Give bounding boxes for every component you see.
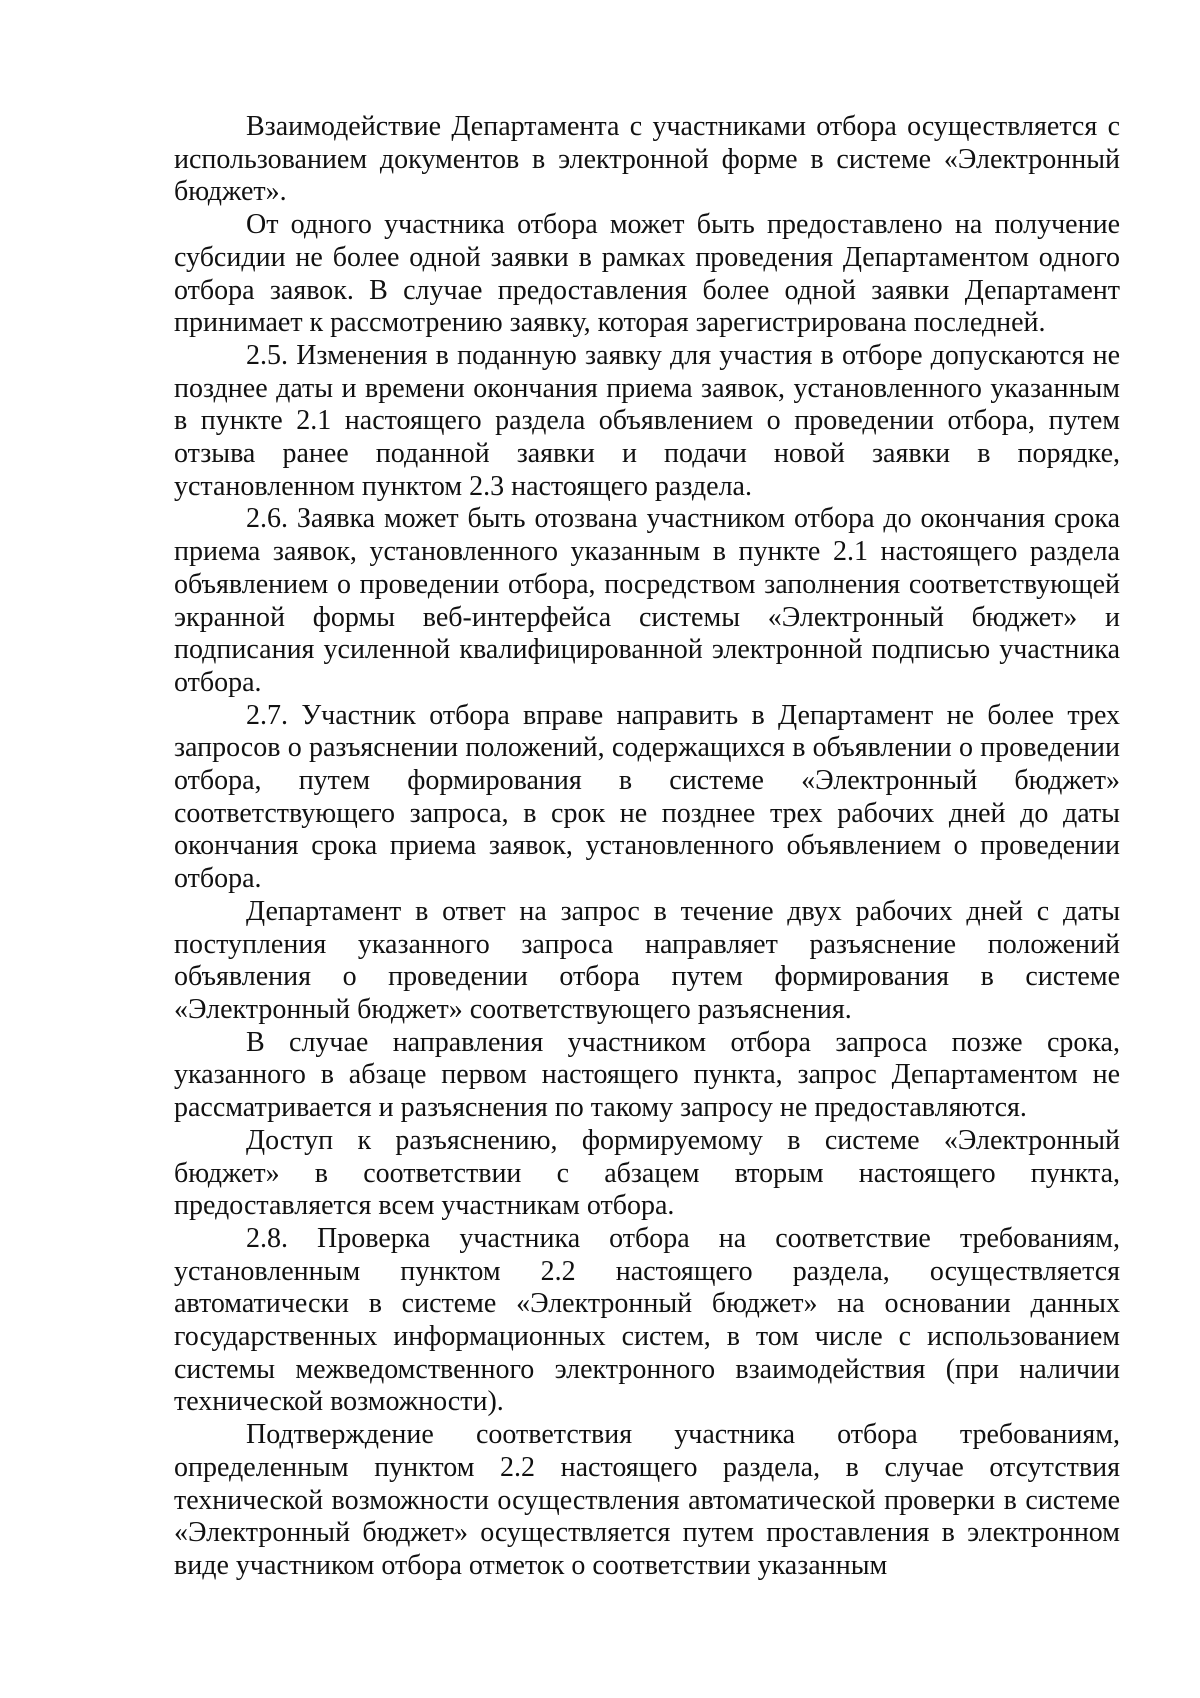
paragraph-clarification-access: Доступ к разъяснению, формируемому в системе «Электронный бюджет» в соответствии с абзацем вторым настоящего пункта, предоставляется всем участникам отбора.: [174, 1124, 1120, 1222]
paragraph-compliance-confirmation: Подтверждение соответствия участника отбора требованиям, определенным пунктом 2.2 настоящего раздела, в случае отсутствия технической возможности осуществления автоматической проверки в системе «Электронный бюджет» осуществляется путем проставления в электронном виде участником отбора отметок о соответствии указанным: [174, 1419, 1120, 1581]
paragraph-2-7-clarification-requests: 2.7. Участник отбора вправе направить в Департамент не более трех запросов о разъяснении положений, содержащихся в объявлении о проведении отбора, путем формирования в системе «Электронный бюджет» соответствующего запроса, в срок не позднее трех рабочих дней до даты окончания срока приема заявок, установленного объявлением о проведении отбора.: [174, 699, 1120, 895]
paragraph-2-5-application-changes: 2.5. Изменения в поданную заявку для участия в отборе допускаются не позднее даты и времени окончания приема заявок, установленного указанным в пункте 2.1 настоящего раздела объявлением о проведении отбора, путем отзыва ранее поданной заявки и подачи новой заявки в порядке, установленном пунктом 2.3 настоящего раздела.: [174, 339, 1120, 502]
paragraph-department-response: Департамент в ответ на запрос в течение двух рабочих дней с даты поступления указанного запроса направляет разъяснение положений объявления о проведении отбора путем формирования в системе «Электронный бюджет» соответствующего разъяснения.: [174, 895, 1120, 1025]
paragraph-2-6-application-withdrawal: 2.6. Заявка может быть отозвана участником отбора до окончания срока приема заявок, установленного указанным в пункте 2.1 настоящего раздела объявлением о проведении отбора, посредством заполнения соответствующей экранной формы веб-интерфейса системы «Электронный бюджет» и подписания усиленной квалифицированной электронной подписью участника отбора.: [174, 503, 1120, 698]
paragraph-interaction-electronic-form: Взаимодействие Департамента с участниками отбора осуществляется с использованием документов в электронной форме в системе «Электронный бюджет».: [174, 111, 1120, 208]
document-body: [174, 111, 1120, 1583]
paragraph-one-application-limit: От одного участника отбора может быть предоставлено на получение субсидии не более одной заявки в рамках проведения Департаментом одного отбора заявок. В случае предоставления более одной заявки Департамент принимает к рассмотрению заявку, которая зарегистрирована последней.: [174, 209, 1120, 339]
paragraph-2-8-participant-check: 2.8. Проверка участника отбора на соответствие требованиям, установленным пунктом 2.2 настоящего раздела, осуществляется автоматически в системе «Электронный бюджет» на основании данных государственных информационных систем, в том числе с использованием системы межведомственного электронного взаимодействия (при наличии технической возможности).: [174, 1222, 1120, 1418]
paragraph-late-request: В случае направления участником отбора запроса позже срока, указанного в абзаце первом настоящего пункта, запрос Департаментом не рассматривается и разъяснения по такому запросу не предоставляются.: [174, 1026, 1120, 1124]
